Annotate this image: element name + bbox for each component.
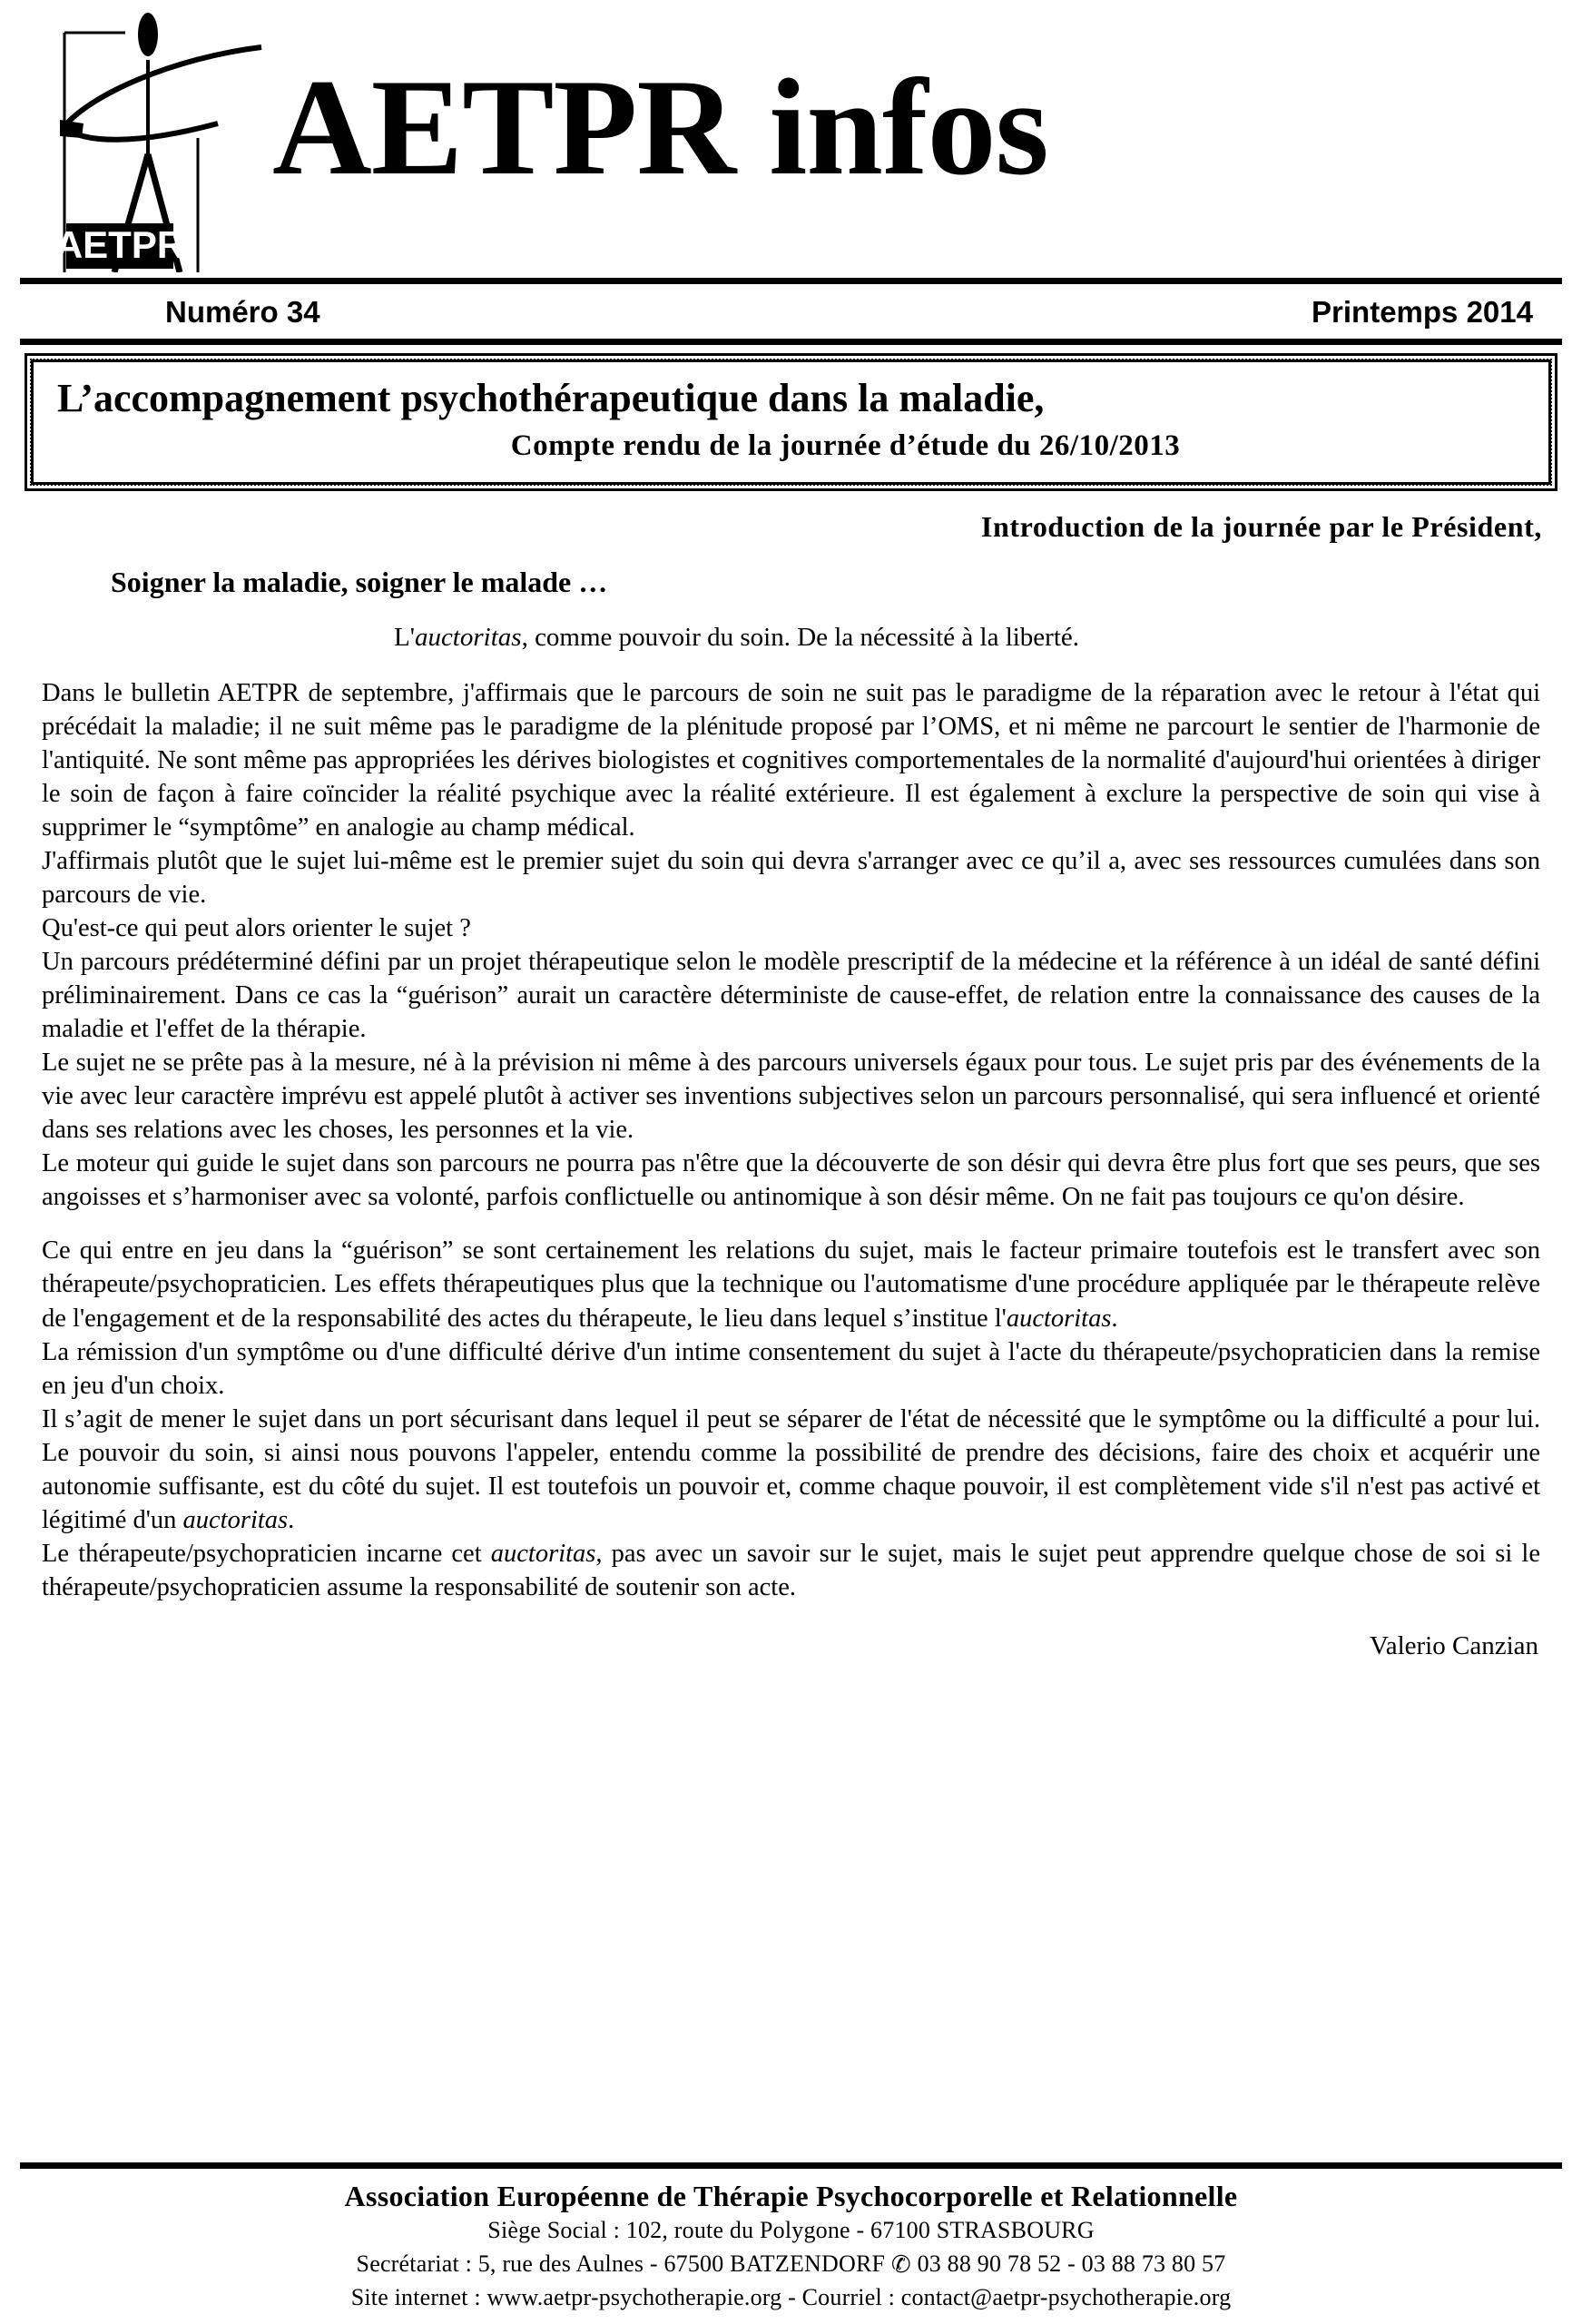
paragraph-9-italic: auctoritas [182, 1505, 289, 1534]
paragraph-10-pre: Le thérapeute/psychopraticien incarne cet [42, 1539, 491, 1568]
footer-rule [20, 2162, 1562, 2169]
standing-figure-logo-icon [27, 0, 263, 272]
intro-heading: Soigner la maladie, soigner le malade … [111, 565, 608, 598]
masthead-rule-bottom [20, 339, 1562, 345]
article-title-box [31, 359, 1551, 485]
paragraph-9-pre: Il s’agit de mener le sujet dans un port sécurisant dans lequel il peut se séparer de l'état de nécessité que le symptôme ou la difficulté a pour lui. Le pouvoir du soin, si ainsi nous pouvons l'appeler, entendu comme la possibilité de prendre des décisions, faire des choix et acquérir une autonomie suffisante, est du côté du sujet. Il est toutefois un pouvoir et, comme chaque pouvoir, il est complètement vide s'il n'est pas activé et légitimé d'un [42, 1404, 1540, 1534]
intro-subtitle [20, 623, 1562, 653]
issue-season: Printemps 2014 [1312, 295, 1533, 329]
masthead-rule-top [20, 278, 1562, 284]
paragraph-1: Dans le bulletin AETPR de septembre, j'affirmais que le parcours de soin ne suit pas le paradigme de la réparation avec le retour à l'état qui précédait la maladie; il ne suit même pas le paradigme de la plénitude proposé par l’OMS, et ni même ne parcourt le sentier de l'harmonie de l'antiquité. Ne sont même pas appropriées les dérives biologistes et cognitives comportementales de la normalité d'aujourd'hui orientées à diriger le soin de façon à faire coïncider la réalité psychique avec la réalité extérieure. Il est également à exclure la perspective de soin qui vise à supprimer le “symptôme” en analogie au champ médical. [42, 678, 1540, 842]
paragraph-9 [42, 1403, 1540, 1537]
masthead-title [263, 0, 1562, 203]
paragraph-7-pre: Ce qui entre en jeu dans la “guérison” se sont certainement les relations du sujet, mais le facteur primaire toutefois est le transfert avec son thérapeute/psychopraticien. Les effets thérapeutiques plus que la technique ou l'automatisme d'une procédure appliquée par le thérapeute relève de l'engagement et de la responsabilité des actes du thérapeute, le lieu dans lequel s’institue l' [42, 1236, 1540, 1333]
paragraph-7-post: . [1111, 1304, 1118, 1333]
article-title: L’accompagnement psychothérapeutique dans la maladie, [57, 376, 1045, 420]
paragraph-10-italic: auctoritas [490, 1539, 596, 1568]
paragraph-3: Qu'est-ce qui peut alors orienter le sujet ? [42, 914, 471, 943]
intro-president-line: Introduction de la journée par le Président, [980, 509, 1542, 543]
paragraph-7 [42, 1234, 1540, 1334]
footer-secretariat-post: 03 88 90 78 52 - 03 88 73 80 57 [910, 2250, 1226, 2278]
brand-suffix: infos [769, 51, 1048, 203]
intro-subtitle-post: , comme pouvoir du soin. De la nécessité à la liberté. [521, 622, 1080, 652]
issue-number: Numéro 34 [165, 295, 320, 329]
article-body [42, 676, 1540, 1604]
masthead [20, 0, 1562, 272]
footer-website-email: Site internet : www.aetpr-psychotherapie.org - Courriel : contact@aetpr-psychotherapie.org [350, 2284, 1232, 2311]
aetpr-logo [27, 0, 263, 272]
intro-subtitle-pre: L' [393, 622, 415, 652]
logo-wordmark: AETPR [54, 223, 185, 266]
paragraph-10-post: , pas avec un savoir sur le sujet, mais le sujet peut apprendre quelque chose de soi si le thérapeute/psychopraticien assume la responsabilité de soutenir son acte. [42, 1539, 1540, 1601]
paragraph-10 [42, 1537, 1540, 1604]
telephone-icon: ✆ [890, 2251, 911, 2279]
page-footer [20, 2162, 1562, 2315]
footer-siege-social: Siège Social : 102, route du Polygone - 67100 STRASBOURG [487, 2217, 1095, 2244]
paragraph-9-post: . [288, 1505, 295, 1534]
paragraph-2: J'affirmais plutôt que le sujet lui-même est le premier sujet du soin qui devra s'arranger avec ce qu’il a, avec ses ressources cumulées dans son parcours de vie. [42, 846, 1540, 909]
article-subtitle: Compte rendu de la journée d’étude du 26/10/2013 [510, 428, 1181, 462]
paragraph-5: Le sujet ne se prête pas à la mesure, né à la prévision ni même à des parcours universels égaux pour tous. Le sujet pris par des événements de la vie avec leur caractère imprévu est appelé plutôt à activer ses inventions subjectives selon un parcours personnalisé, qui sera influencé et orienté dans ses relations avec les choses, les personnes et la vie. [42, 1049, 1540, 1145]
paragraph-4: Un parcours prédéterminé défini par un projet thérapeutique selon le modèle prescriptif de la médecine et la référence à un idéal de santé défini préliminairement. Dans ce cas la “guérison” aurait un caractère déterministe de cause-effet, de relation entre la connaissance des causes de la maladie et l'effet de la thérapie. [42, 948, 1540, 1044]
footer-secretariat [20, 2248, 1562, 2281]
author-signature: Valerio Canzian [1369, 1630, 1538, 1660]
issue-bar [20, 284, 1562, 339]
paragraph-7-italic: auctoritas [1006, 1304, 1112, 1333]
footer-association-name: Association Européenne de Thérapie Psychocorporelle et Relationnelle [344, 2180, 1238, 2213]
footer-secretariat-pre: Secrétariat : 5, rue des Aulnes - 67500 BATZENDORF [356, 2250, 891, 2278]
paragraph-6: Le moteur qui guide le sujet dans son parcours ne pourra pas n'être que la découverte de son désir qui devra être plus fort que ses peurs, que ses angoisses et s’harmoniser avec sa volonté, parfois conflictuelle ou antinomique à son désir même. On ne fait pas toujours ce qu'on désire. [42, 1149, 1540, 1212]
brand-name: AETPR [272, 51, 736, 203]
intro-subtitle-italic: auctoritas [414, 622, 522, 652]
paragraph-8: La rémission d'un symptôme ou d'une difficulté dérive d'un intime consentement du sujet à l'acte du thérapeute/psychopraticien dans la remise en jeu d'un choix. [42, 1337, 1540, 1400]
masthead-brand [272, 51, 1562, 203]
